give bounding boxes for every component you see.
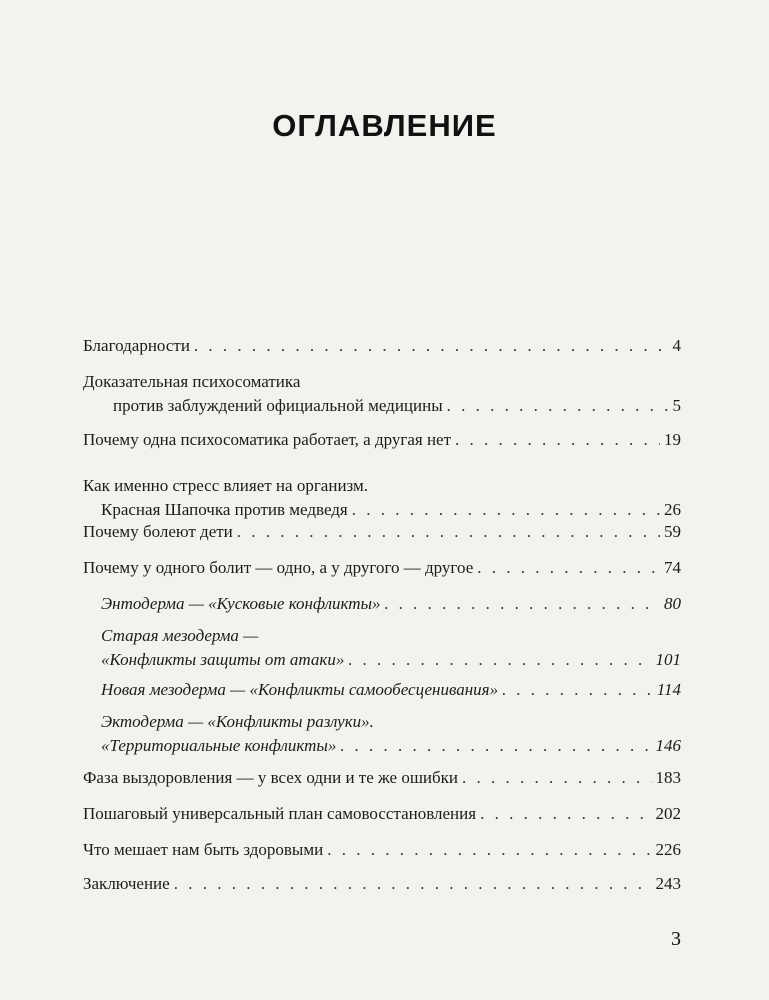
leader-dots [385,592,660,616]
leader-dots [194,334,669,358]
toc-entry-stress-effect[interactable] [83,474,681,522]
toc-entry-subtitle: против заблуждений официальной медицины [113,396,443,415]
toc-page-number: 114 [656,680,681,699]
leader-dots [447,394,669,418]
toc-entry-recovery-phase[interactable] [83,766,681,790]
leader-dots [455,428,660,452]
toc-entry-ectoderm[interactable] [83,710,681,758]
leader-dots [348,648,651,672]
toc-entry-title: Энтодерма — «Кусковые конфликты» [101,594,381,613]
toc-entry-title: Старая мезодерма — [101,626,259,645]
toc-entry-title: Почему у одного болит — одно, а у другого — другое [83,558,474,577]
toc-entry-old-mesoderm[interactable] [83,624,681,672]
toc-entry-recovery-plan[interactable] [83,802,681,826]
toc-entry-title: Как именно стресс влияет на организм. [83,476,369,495]
toc-entry-title: Заключение [83,874,170,893]
toc-entry-subtitle: Красная Шапочка против медведя [101,500,348,519]
toc-page-number: 202 [655,804,681,823]
toc-entry-title: Что мешает нам быть здоровыми [83,840,324,859]
leader-dots [477,556,660,580]
leader-dots [502,678,653,702]
toc-page-number: 183 [655,768,681,787]
toc-entry-title: Благодарности [83,336,190,355]
toc-entry-title: Пошаговый универсальный план самовосстановления [83,804,477,823]
page-number: 3 [671,928,681,950]
leader-dots [174,872,652,896]
toc-page-number: 19 [664,430,681,449]
page-title: ОГЛАВЛЕНИЕ [272,108,497,143]
toc-page-number: 4 [672,336,681,355]
toc-entry-why-different[interactable] [83,556,681,580]
toc-page-number: 243 [655,874,681,893]
toc-entry-acknowledgements[interactable] [83,334,681,358]
leader-dots [480,802,651,826]
toc-entry-obstacles[interactable] [83,838,681,862]
toc-entry-endoderm[interactable] [83,592,681,616]
leader-dots [237,520,660,544]
toc-entry-title: Эктодерма — «Конфликты разлуки». [101,712,374,731]
toc-entry-title: Почему болеют дети [83,522,233,541]
leader-dots [340,734,651,758]
toc-page-number: 5 [672,396,681,415]
leader-dots [327,838,651,862]
leader-dots [462,766,651,790]
toc-entry-why-one-works[interactable] [83,428,681,452]
toc-entry-title: Фаза выздоровления — у всех одни и те же ошибки [83,768,459,787]
toc-entry-title: Почему одна психосоматика работает, а другая нет [83,430,452,449]
toc-entry-evidence-psychosomatics[interactable] [83,370,681,418]
toc-entry-conclusion[interactable] [83,872,681,896]
toc-entry-title: Новая мезодерма — «Конфликты самообесценивания» [101,680,499,699]
toc-page-number: 26 [664,500,681,519]
toc-page-number: 101 [655,650,681,669]
toc-entry-subtitle: «Конфликты защиты от атаки» [101,650,345,669]
toc-entry-children[interactable] [83,520,681,544]
leader-dots [352,498,660,522]
toc-page-number: 226 [655,840,681,859]
toc-entry-subtitle: «Территориальные конфликты» [101,736,337,755]
toc-page-number: 80 [664,594,681,613]
toc-page-number: 74 [664,558,681,577]
toc-page-number: 146 [655,736,681,755]
toc-entry-new-mesoderm[interactable] [83,678,681,702]
toc-entry-title: Доказательная психосоматика [83,372,301,391]
toc-page-number: 59 [664,522,681,541]
